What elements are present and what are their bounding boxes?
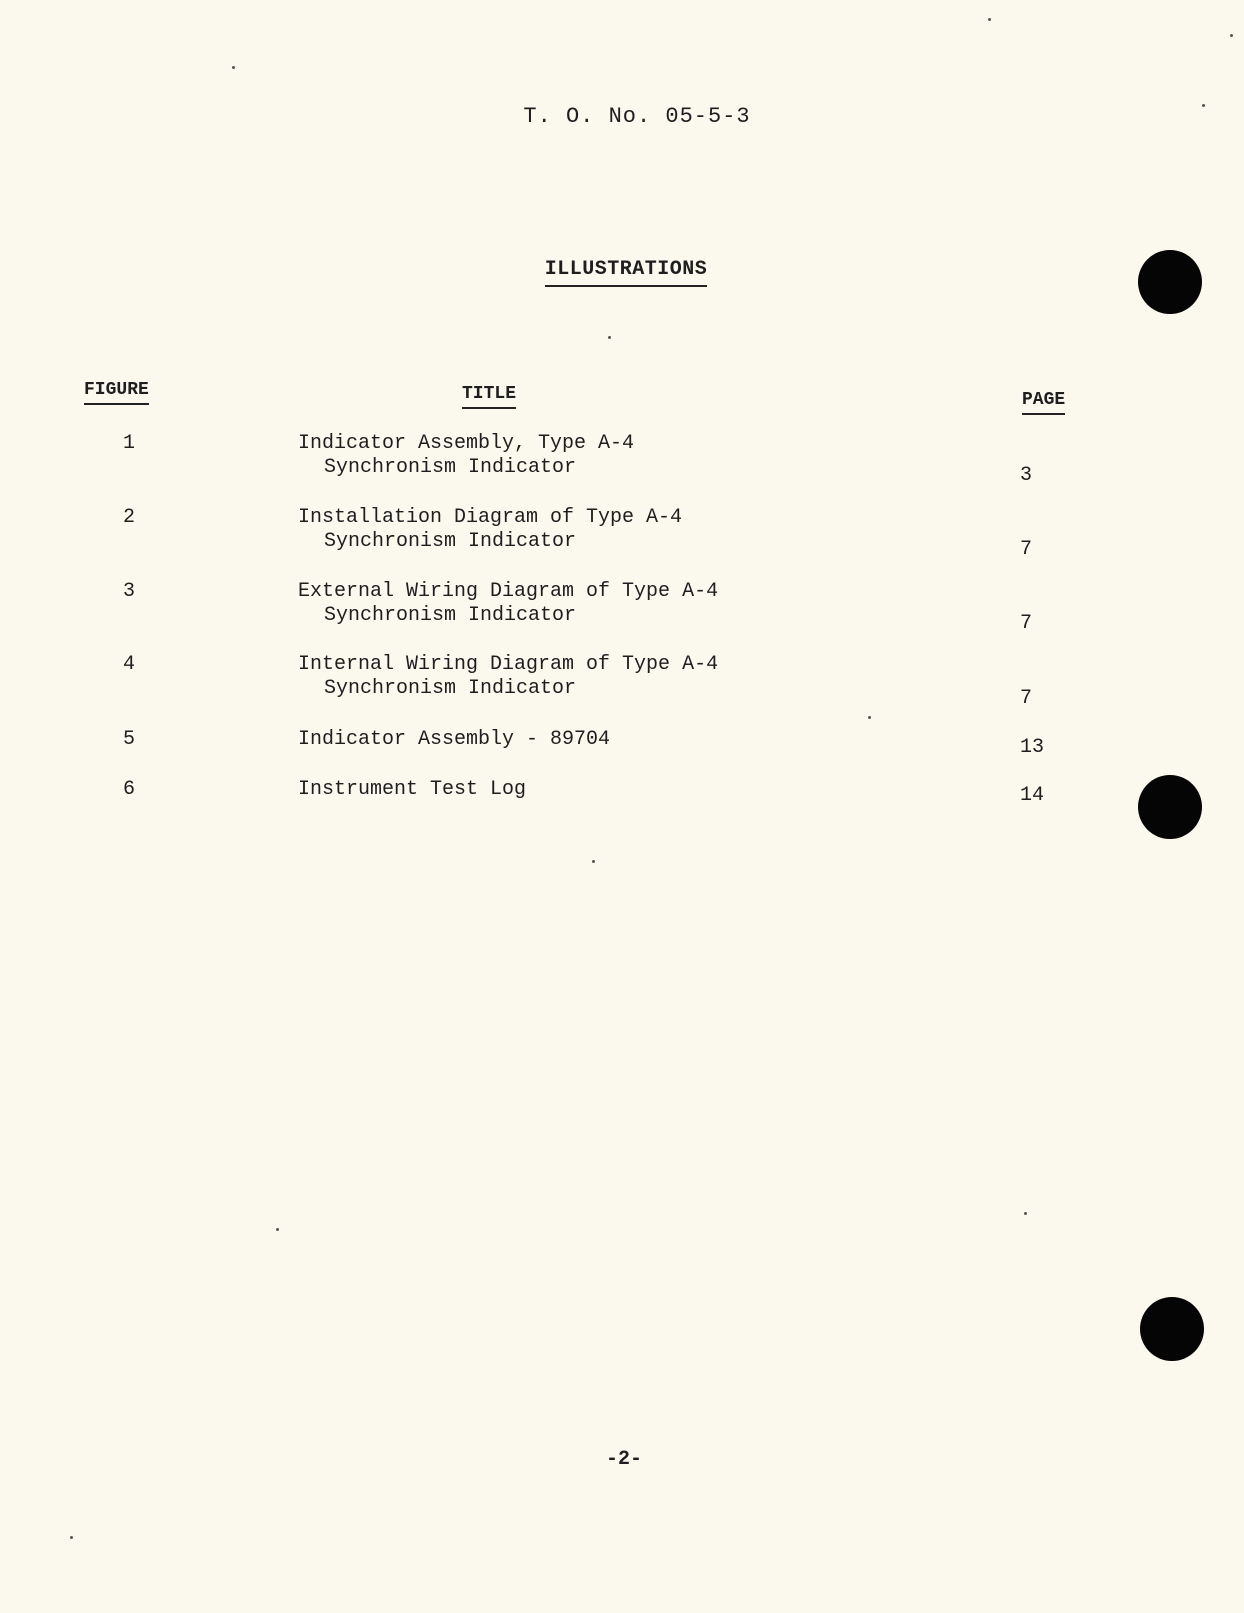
page-number: 7 [1020,538,1033,561]
figure-number: 4 [122,653,135,676]
section-heading-text: ILLUSTRATIONS [545,258,708,287]
figure-number: 3 [122,580,135,603]
page-footer-number: -2- [605,1448,642,1471]
scan-speck [868,716,871,719]
figure-title: External Wiring Diagram of Type A-4 Synchronism Indicator [298,580,719,627]
section-heading [0,258,1244,287]
figure-title: Indicator Assembly, Type A-4 Synchronism Indicator [298,432,635,479]
title-column-header: TITLE [462,384,516,409]
figure-number: 5 [122,728,135,751]
page-number: 14 [1020,784,1045,807]
figure-title: Indicator Assembly - 89704 [298,728,611,751]
scan-speck [1202,104,1205,107]
scan-speck [988,18,991,21]
punch-hole [1138,250,1202,314]
scan-speck [70,1536,73,1539]
figure-column-header: FIGURE [84,380,149,405]
punch-hole [1140,1297,1204,1361]
page-number: 3 [1020,464,1033,487]
figure-number: 2 [122,506,135,529]
scan-speck [232,66,235,69]
document-number: T. O. No. 05-5-3 [523,104,751,129]
page-number: 7 [1020,687,1033,710]
figure-title: Internal Wiring Diagram of Type A-4 Synchronism Indicator [298,653,719,700]
page-number: 7 [1020,612,1033,635]
scan-speck [276,1228,279,1231]
figure-number: 1 [122,432,135,455]
page-column-header: PAGE [1022,390,1065,415]
page-number: 13 [1020,736,1045,759]
punch-hole [1138,775,1202,839]
scan-speck [1024,1212,1027,1215]
figure-title: Instrument Test Log [298,778,527,801]
figure-number: 6 [122,778,135,801]
figure-title: Installation Diagram of Type A-4 Synchronism Indicator [298,506,683,553]
scan-speck [1230,34,1233,37]
scan-speck [608,336,611,339]
scan-speck [592,860,595,863]
